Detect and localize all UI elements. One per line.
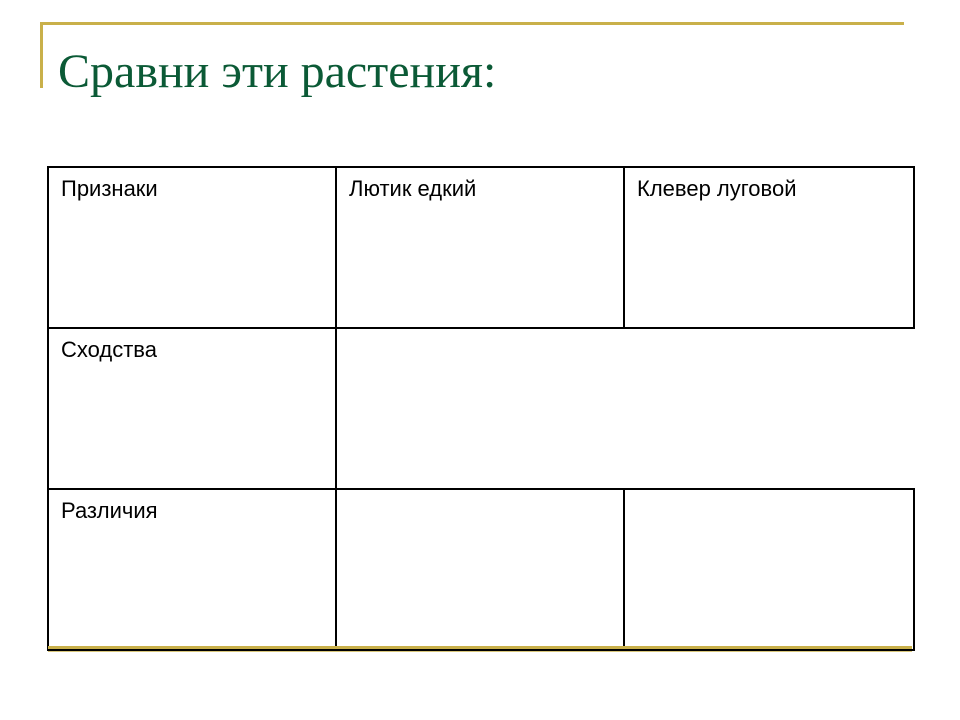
differences-cell-buttercup[interactable] bbox=[336, 489, 624, 650]
row-label-similarities: Сходства bbox=[48, 328, 336, 489]
header-cell-clover: Клевер луговой bbox=[624, 167, 914, 328]
table-header-row bbox=[48, 167, 914, 328]
header-cell-buttercup: Лютик едкий bbox=[336, 167, 624, 328]
table-row-differences bbox=[48, 489, 914, 650]
similarities-cell[interactable] bbox=[336, 328, 914, 489]
frame-bottom-line bbox=[48, 646, 912, 649]
frame-top-line bbox=[40, 22, 904, 25]
table-row-similarities bbox=[48, 328, 914, 489]
row-label-differences: Различия bbox=[48, 489, 336, 650]
differences-cell-clover[interactable] bbox=[624, 489, 914, 650]
slide-title: Сравни эти растения: bbox=[58, 45, 497, 98]
header-cell-features: Признаки bbox=[48, 167, 336, 328]
frame-left-line bbox=[40, 22, 43, 88]
frame-bottom-line-thin bbox=[48, 651, 912, 652]
comparison-table bbox=[47, 166, 915, 651]
